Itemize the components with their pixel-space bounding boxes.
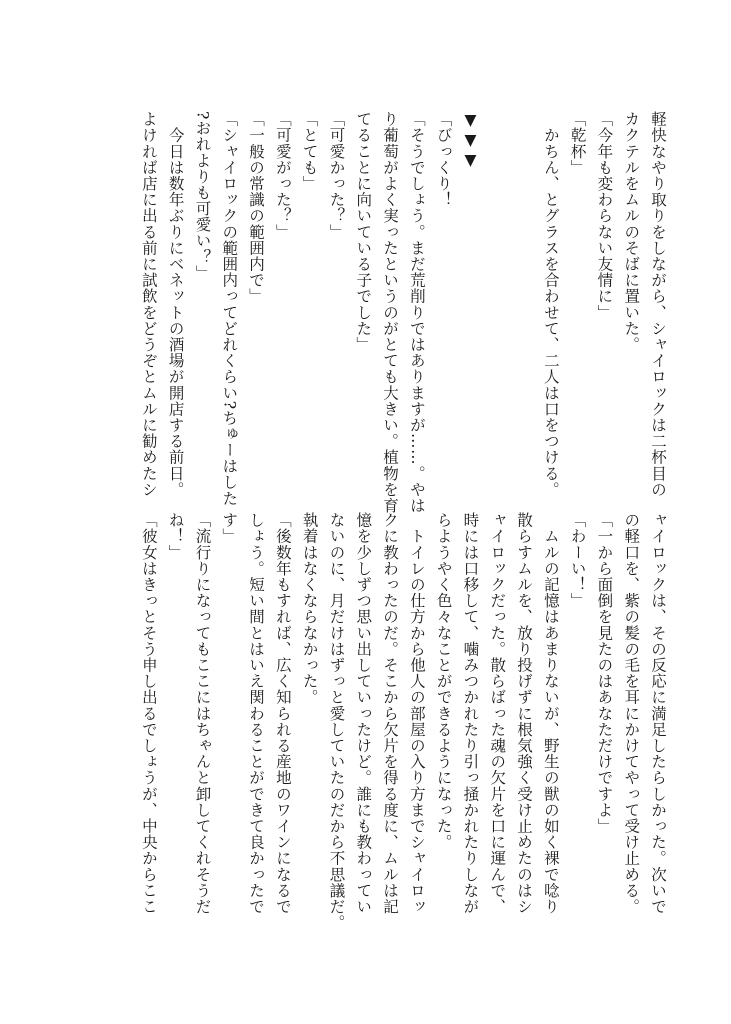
text-line: 「そうでしょう。まだ荒削りではありますが……。やは [407,111,426,514]
text-line: 時には口移して、噛みつかれたり引っ掻かれたりしなが [461,512,480,915]
text-line: 軽快なやり取りをしながら、シャイロックは二杯目の [649,111,667,498]
text-line: 「びっくり！ [434,111,453,208]
text-line: 「シャイロックの範囲内ってどれくらい?ちゅーはした [220,111,239,507]
text-line: ?おれよりも可愛い？」 [193,111,212,281]
text-line: 憶を少しずつ思い出していったけど。誰にも教わってい [354,512,373,915]
text-line: 執着はなくならなかった。 [300,512,319,706]
text-column-bottom [111,512,671,932]
text-line: の軽口を、紫の髪の毛を耳にかけてやって受け止める。 [622,512,641,915]
text-line: ムルの記憶はあまりないが、野生の獣の如く裸で唸り [541,512,560,915]
text-line: 「乾杯」 [568,111,587,176]
text-line: ないのに、月だけはずっと愛していたのだから不思議だ。 [327,512,346,931]
text-line: 「流行りになってもここにはちゃんと卸してくれそうだ [193,512,212,915]
text-line: トイレの仕方から他人の部屋の入り方までシャイロッ [407,512,426,915]
text-line: かちん、とグラスを合わせて、二人は口をつける。 [541,111,560,498]
scene-break-marks: ▼▼▼ [461,111,480,171]
text-line: 「今年も変わらない友情に」 [595,111,614,321]
text-line: 「後数年もすれば、広く知られる産地のワインになるで [273,512,292,915]
text-line: らようやく色々なことができるようになった。 [434,512,453,851]
text-line: よければ店に出る前に試飲をどうぞとムルに勧めたシ [139,111,158,498]
text-line: 「とても」 [300,111,319,192]
text-line: 「彼女はきっとそう申し出るでしょうが、中央からここ [139,512,158,915]
text-column-top [111,111,671,514]
text-line: てることに向いている子でした」 [354,111,373,353]
text-line: しょう。短い間とはいえ関わることができて良かったで [247,512,266,915]
text-line: カクテルをムルのそばに置いた。 [622,111,641,353]
blank-line [483,111,510,491]
text-line: 今日は数年ぶりにベネットの酒場が開店する前日。 [166,111,185,498]
text-line: クに教わったのだ。そこから欠片を得る度に、ムルは記 [381,512,400,915]
text-line: ャイロックは、その反応に満足したらしかった。次いで [649,512,667,915]
text-line: す」 [220,512,239,545]
text-line: 「一般の常識の範囲内で」 [247,111,266,305]
text-line: り葡萄がよく実ったというのがとても大きい。植物を育 [381,111,400,514]
text-line: 「可愛かった？」 [327,111,346,240]
text-line: 散らすムルを、放り投げずに根気強く受け止めたのはシ [515,512,534,915]
text-line: ャイロックだった。散らばった魂の欠片を口に運んで、 [488,512,507,915]
blank-line [510,111,537,491]
text-line: 「わーい！」 [568,512,587,609]
text-line: 「可愛がった？」 [273,111,292,240]
text-line: ね！」 [166,512,185,561]
text-line: 「一から面倒を見たのはあなただけですよ」 [595,512,614,834]
